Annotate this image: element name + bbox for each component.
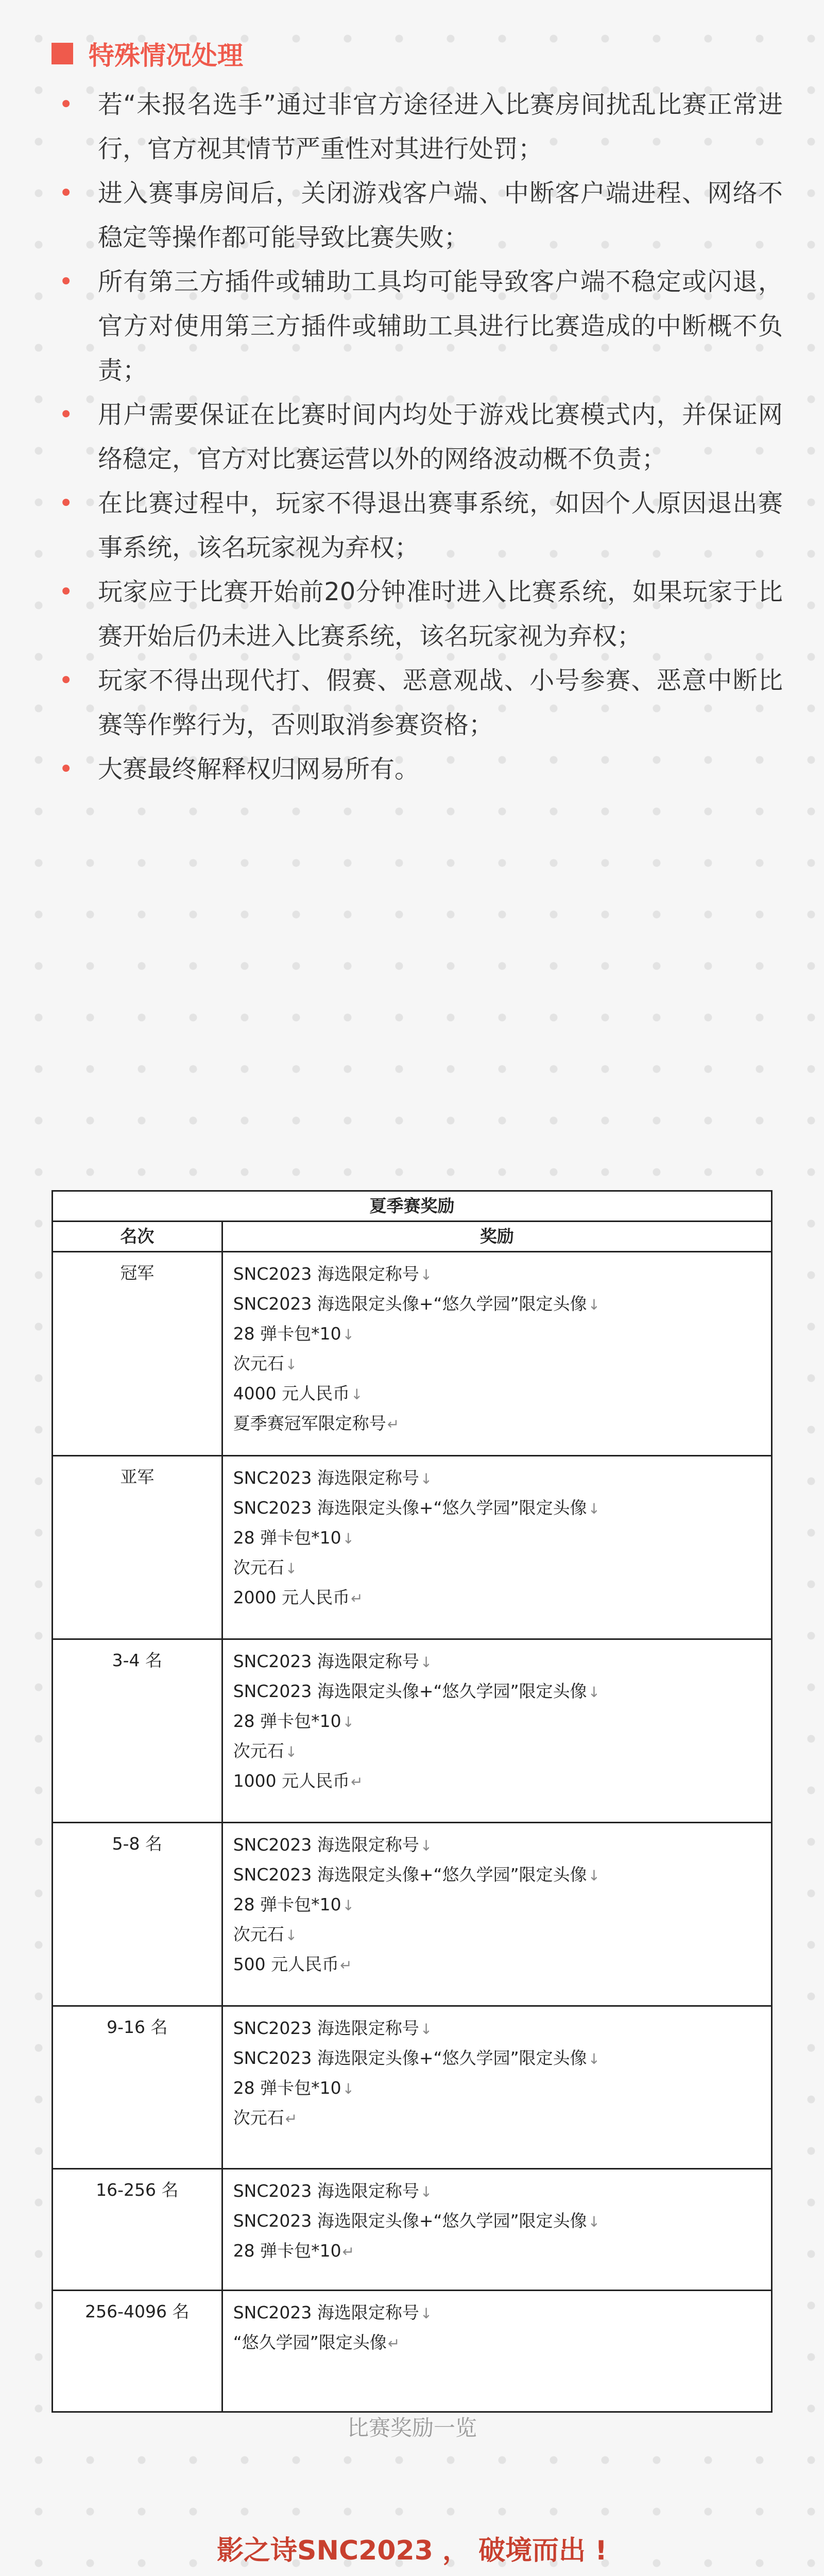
reward-item bbox=[233, 1290, 771, 1319]
table-row bbox=[53, 1639, 772, 1823]
reward-item bbox=[233, 1523, 771, 1553]
reward-item bbox=[233, 2104, 771, 2133]
reward-item bbox=[233, 1319, 771, 1349]
bullet-dot-icon: • bbox=[59, 179, 74, 208]
line-break-arrow-icon: ↓ bbox=[588, 1684, 600, 1701]
rule-text: 所有第三方插件或辅助工具均可能导致客户端不稳定或闪退，官方对使用第三方插件或辅助工具进行比赛造成的中断概不负责； bbox=[98, 267, 783, 385]
rewards-cell bbox=[222, 1252, 771, 1456]
reward-text: 次元石 bbox=[233, 1924, 284, 1944]
reward-item bbox=[233, 1737, 771, 1767]
paragraph-mark-icon: ↵ bbox=[285, 2110, 298, 2127]
rule-text: 大赛最终解释权归网易所有。 bbox=[98, 755, 420, 784]
rule-item bbox=[52, 570, 783, 658]
reward-item bbox=[233, 1677, 771, 1707]
reward-text: SNC2023 海选限定称号 bbox=[233, 2181, 419, 2201]
line-break-arrow-icon: ↓ bbox=[588, 2213, 600, 2230]
rank-label: 9-16 名 bbox=[107, 2017, 168, 2037]
section-title: 特殊情况处理 bbox=[89, 41, 243, 71]
line-break-arrow-icon: ↓ bbox=[342, 2080, 355, 2097]
rewards-cell bbox=[222, 2006, 771, 2169]
rule-item bbox=[52, 658, 783, 747]
square-bullet-icon bbox=[52, 43, 73, 64]
prize-table-title: 夏季赛奖励 bbox=[53, 1191, 772, 1222]
reward-text: SNC2023 海选限定称号 bbox=[233, 2018, 419, 2038]
reward-item bbox=[233, 1260, 771, 1290]
reward-item bbox=[233, 2044, 771, 2074]
line-break-arrow-icon: ↓ bbox=[285, 1356, 298, 1373]
reward-item bbox=[233, 1920, 771, 1950]
reward-item bbox=[233, 1583, 771, 1613]
rank-label: 3-4 名 bbox=[112, 1650, 163, 1670]
line-break-arrow-icon: ↓ bbox=[588, 1867, 600, 1884]
line-break-arrow-icon: ↓ bbox=[420, 1654, 433, 1671]
table-caption: 比赛奖励一览 bbox=[347, 2415, 477, 2441]
bullet-dot-icon: • bbox=[59, 90, 74, 119]
table-row bbox=[53, 1252, 772, 1456]
reward-item bbox=[233, 2236, 771, 2266]
reward-text: 1000 元人民币 bbox=[233, 1771, 350, 1791]
reward-text: SNC2023 海选限定头像+“悠久学园”限定头像 bbox=[233, 1498, 587, 1518]
line-break-arrow-icon: ↓ bbox=[342, 1897, 355, 1914]
rewards-cell bbox=[222, 1639, 771, 1823]
reward-text: 次元石 bbox=[233, 1353, 284, 1374]
bullet-dot-icon: • bbox=[59, 267, 74, 296]
paragraph-mark-icon: ↵ bbox=[387, 1416, 400, 1433]
reward-item bbox=[233, 1950, 771, 1980]
paragraph-mark-icon: ↵ bbox=[387, 2335, 400, 2352]
reward-text: SNC2023 海选限定头像+“悠久学园”限定头像 bbox=[233, 1681, 587, 1701]
reward-text: 4000 元人民币 bbox=[233, 1383, 350, 1403]
bullet-dot-icon: • bbox=[59, 489, 74, 518]
reward-text: SNC2023 海选限定称号 bbox=[233, 1651, 419, 1671]
reward-text: SNC2023 海选限定头像+“悠久学园”限定头像 bbox=[233, 1865, 587, 1885]
rewards-cell bbox=[222, 1456, 771, 1639]
reward-text: SNC2023 海选限定称号 bbox=[233, 1835, 419, 1855]
rank-cell bbox=[53, 1252, 222, 1456]
reward-item bbox=[233, 1860, 771, 1890]
reward-item bbox=[233, 1494, 771, 1523]
rewards-cell bbox=[222, 1823, 771, 2006]
rewards-cell bbox=[222, 2291, 771, 2412]
line-break-arrow-icon: ↓ bbox=[342, 1326, 355, 1343]
bullet-dot-icon: • bbox=[59, 666, 74, 695]
paragraph-mark-icon: ↵ bbox=[351, 1590, 363, 1607]
prize-table-container bbox=[52, 1190, 772, 2413]
rule-text: 玩家不得出现代打、假赛、恶意观战、小号参赛、恶意中断比赛等作弊行为，否则取消参赛资格； bbox=[98, 666, 783, 739]
reward-text: 500 元人民币 bbox=[233, 1954, 339, 1974]
line-break-arrow-icon: ↓ bbox=[420, 1470, 433, 1487]
reward-text: SNC2023 海选限定称号 bbox=[233, 1468, 419, 1488]
rule-item bbox=[52, 393, 783, 481]
reward-text: 28 弹卡包*10 bbox=[233, 1528, 341, 1548]
reward-item bbox=[233, 1647, 771, 1677]
line-break-arrow-icon: ↓ bbox=[420, 2305, 433, 2322]
reward-item bbox=[233, 1379, 771, 1409]
paragraph-mark-icon: ↵ bbox=[342, 2243, 355, 2260]
rule-text: 在比赛过程中，玩家不得退出赛事系统，如因个人原因退出赛事系统，该名玩家视为弃权； bbox=[98, 489, 783, 562]
reward-item bbox=[233, 1890, 771, 1920]
reward-text: 夏季赛冠军限定称号 bbox=[233, 1413, 386, 1433]
column-header-rank: 名次 bbox=[53, 1222, 222, 1252]
reward-text: “悠久学园”限定头像 bbox=[233, 2332, 387, 2352]
reward-item bbox=[233, 1349, 771, 1379]
line-break-arrow-icon: ↓ bbox=[420, 2021, 433, 2038]
bullet-dot-icon: • bbox=[59, 578, 74, 606]
reward-text: 28 弹卡包*10 bbox=[233, 1324, 341, 1344]
column-header-rewards: 奖励 bbox=[222, 1222, 771, 1252]
rule-item bbox=[52, 82, 783, 171]
rule-text: 若“未报名选手”通过非官方途径进入比赛房间扰乱比赛正常进行，官方视其情节严重性对其进行处罚； bbox=[98, 90, 783, 163]
rank-label: 16-256 名 bbox=[96, 2180, 179, 2200]
line-break-arrow-icon: ↓ bbox=[420, 2183, 433, 2200]
reward-text: 次元石 bbox=[233, 1557, 284, 1578]
table-row bbox=[53, 1823, 772, 2006]
rule-item bbox=[52, 747, 783, 791]
reward-text: 次元石 bbox=[233, 1741, 284, 1761]
table-row bbox=[53, 2169, 772, 2291]
bullet-dot-icon: • bbox=[59, 400, 74, 429]
reward-item bbox=[233, 1831, 771, 1860]
reward-text: 28 弹卡包*10 bbox=[233, 2241, 341, 2261]
table-row bbox=[53, 2006, 772, 2169]
line-break-arrow-icon: ↓ bbox=[420, 1266, 433, 1283]
reward-item bbox=[233, 2328, 771, 2358]
rank-label: 冠军 bbox=[120, 1263, 154, 1283]
reward-text: 28 弹卡包*10 bbox=[233, 1711, 341, 1731]
line-break-arrow-icon: ↓ bbox=[351, 1386, 363, 1403]
reward-text: 28 弹卡包*10 bbox=[233, 2078, 341, 2098]
rank-label: 256-4096 名 bbox=[85, 2301, 190, 2321]
reward-item bbox=[233, 2298, 771, 2328]
paragraph-mark-icon: ↵ bbox=[340, 1957, 352, 1974]
line-break-arrow-icon: ↓ bbox=[588, 2050, 600, 2067]
prize-table bbox=[52, 1190, 772, 2413]
line-break-arrow-icon: ↓ bbox=[342, 1530, 355, 1547]
reward-text: 次元石 bbox=[233, 2108, 284, 2128]
line-break-arrow-icon: ↓ bbox=[285, 1743, 298, 1760]
rank-label: 亚军 bbox=[120, 1467, 154, 1487]
reward-text: SNC2023 海选限定称号 bbox=[233, 2302, 419, 2323]
line-break-arrow-icon: ↓ bbox=[285, 1927, 298, 1944]
rule-text: 用户需要保证在比赛时间内均处于游戏比赛模式内，并保证网络稳定，官方对比赛运营以外的网络波动概不负责； bbox=[98, 400, 783, 473]
reward-text: SNC2023 海选限定头像+“悠久学园”限定头像 bbox=[233, 2048, 587, 2068]
rule-text: 进入赛事房间后，关闭游戏客户端、中断客户端进程、网络不稳定等操作都可能导致比赛失败； bbox=[98, 179, 783, 252]
section-header bbox=[52, 33, 243, 74]
rule-text: 玩家应于比赛开始前20分钟准时进入比赛系统，如果玩家于比赛开始后仍未进入比赛系统，该名玩家视为弃权； bbox=[98, 578, 783, 651]
rank-cell bbox=[53, 2291, 222, 2412]
bullet-dot-icon: • bbox=[59, 755, 74, 784]
rules-list bbox=[52, 82, 783, 791]
reward-item bbox=[233, 1409, 771, 1439]
reward-item bbox=[233, 1707, 771, 1737]
rewards-cell bbox=[222, 2169, 771, 2291]
rule-item bbox=[52, 481, 783, 570]
rank-cell bbox=[53, 2006, 222, 2169]
reward-text: SNC2023 海选限定头像+“悠久学园”限定头像 bbox=[233, 2211, 587, 2231]
reward-item bbox=[233, 1767, 771, 1797]
reward-item bbox=[233, 2014, 771, 2044]
rank-cell bbox=[53, 2169, 222, 2291]
reward-text: SNC2023 海选限定头像+“悠久学园”限定头像 bbox=[233, 1294, 587, 1314]
reward-text: SNC2023 海选限定称号 bbox=[233, 1264, 419, 1284]
rule-item bbox=[52, 260, 783, 393]
reward-item bbox=[233, 1553, 771, 1583]
reward-item bbox=[233, 1464, 771, 1494]
line-break-arrow-icon: ↓ bbox=[342, 1714, 355, 1731]
reward-item bbox=[233, 2074, 771, 2104]
reward-text: 28 弹卡包*10 bbox=[233, 1894, 341, 1914]
table-row bbox=[53, 1456, 772, 1639]
reward-text: 2000 元人民币 bbox=[233, 1587, 350, 1607]
rank-cell bbox=[53, 1639, 222, 1823]
footer-slogan: 影之诗SNC2023 ， 破境而出 ! bbox=[217, 2535, 607, 2566]
table-row bbox=[53, 2291, 772, 2412]
line-break-arrow-icon: ↓ bbox=[420, 1837, 433, 1854]
rank-cell bbox=[53, 1456, 222, 1639]
rank-cell bbox=[53, 1823, 222, 2006]
rule-item bbox=[52, 171, 783, 260]
line-break-arrow-icon: ↓ bbox=[588, 1296, 600, 1313]
reward-item bbox=[233, 2177, 771, 2207]
paragraph-mark-icon: ↵ bbox=[351, 1773, 363, 1790]
line-break-arrow-icon: ↓ bbox=[588, 1500, 600, 1517]
line-break-arrow-icon: ↓ bbox=[285, 1560, 298, 1577]
rank-label: 5-8 名 bbox=[112, 1834, 163, 1854]
reward-item bbox=[233, 2207, 771, 2236]
